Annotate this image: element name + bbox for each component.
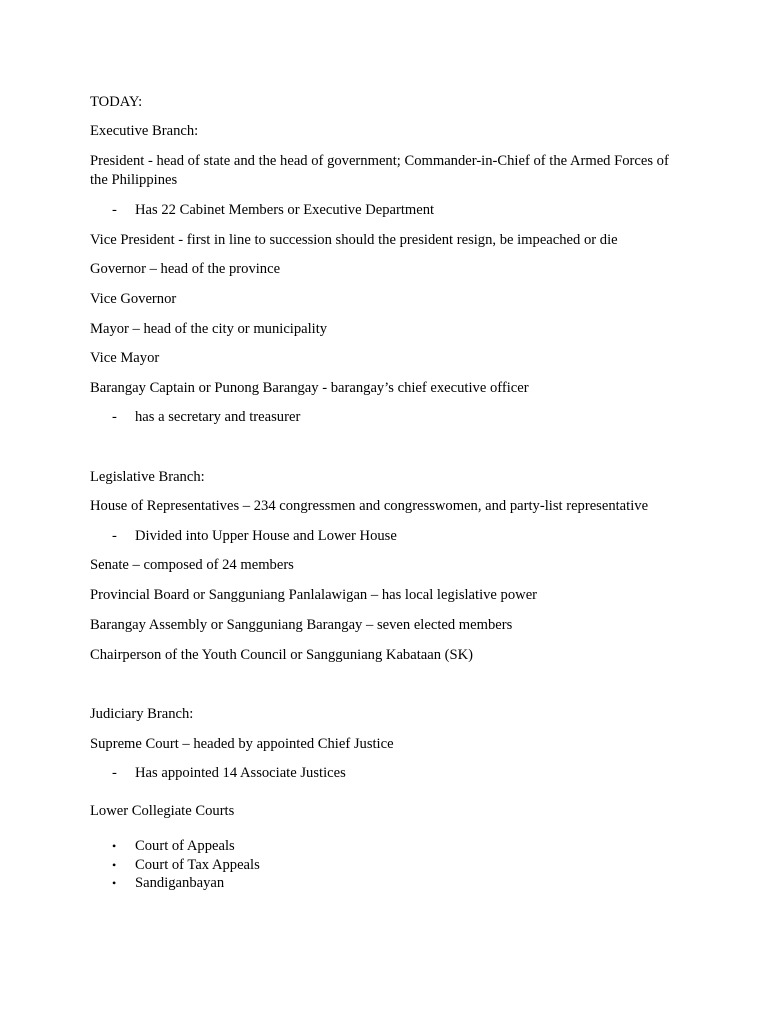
vice-governor-line: Vice Governor: [90, 291, 177, 307]
judiciary-branch-heading: Judiciary Branch:: [90, 706, 194, 722]
executive-branch-heading: Executive Branch:: [90, 123, 199, 139]
youth-council-line: Chairperson of the Youth Council or Sangguniang Kabataan (SK): [90, 647, 474, 663]
lower-court-name: Sandiganbayan: [135, 875, 225, 891]
governor-line: Governor – head of the province: [90, 261, 281, 277]
lower-court-name: Court of Appeals: [135, 838, 235, 854]
dash-marker: -: [112, 202, 117, 218]
president-sub-text: Has 22 Cabinet Members or Executive Department: [135, 202, 435, 218]
dash-marker: -: [112, 528, 117, 544]
vice-mayor-line: Vice Mayor: [90, 350, 160, 366]
supreme-court-sub-text: Has appointed 14 Associate Justices: [135, 765, 346, 781]
vice-president-line: Vice President - first in line to succession should the president resign, be impeached or die: [90, 232, 618, 248]
lower-court-name: Court of Tax Appeals: [135, 857, 260, 873]
today-heading: TODAY:: [90, 94, 143, 110]
dash-marker: -: [112, 765, 117, 781]
barangay-captain-line: Barangay Captain or Punong Barangay - barangay’s chief executive officer: [90, 380, 529, 396]
house-line: House of Representatives – 234 congressmen and congresswomen, and party-list representative: [90, 498, 649, 514]
president-line: President - head of state and the head of government; Commander-in-Chief of the Armed Forces of the Philippines: [90, 153, 669, 188]
house-sub-text: Divided into Upper House and Lower House: [135, 528, 397, 544]
mayor-line: Mayor – head of the city or municipality: [90, 321, 328, 337]
lower-courts-line: Lower Collegiate Courts: [90, 803, 235, 819]
bullet-marker: •: [112, 858, 117, 872]
provincial-board-line: Provincial Board or Sangguniang Panlalawigan – has local legislative power: [90, 587, 538, 603]
bullet-marker: •: [112, 839, 117, 853]
barangay-captain-sub-text: has a secretary and treasurer: [135, 409, 301, 425]
bullet-marker: •: [112, 876, 117, 890]
legislative-branch-heading: Legislative Branch:: [90, 469, 205, 485]
barangay-assembly-line: Barangay Assembly or Sangguniang Barangay – seven elected members: [90, 617, 513, 633]
senate-line: Senate – composed of 24 members: [90, 557, 294, 573]
supreme-court-line: Supreme Court – headed by appointed Chief Justice: [90, 736, 394, 752]
dash-marker: -: [112, 409, 117, 425]
